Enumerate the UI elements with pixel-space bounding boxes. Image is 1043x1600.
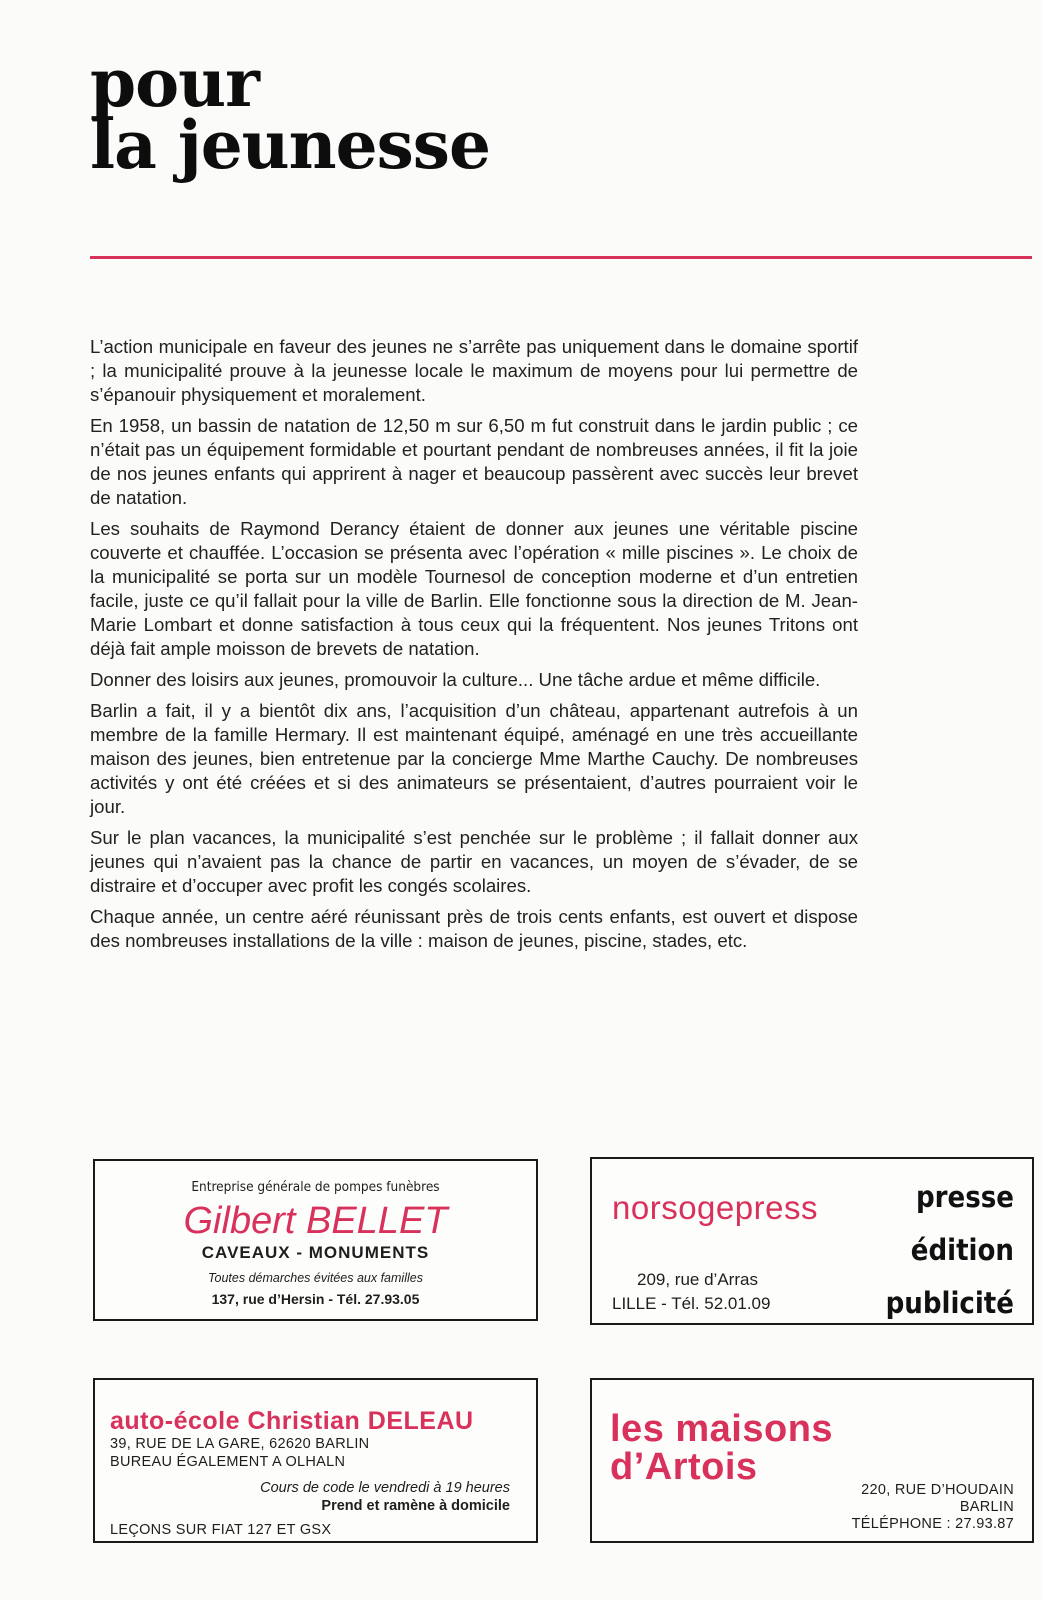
ad-address: 137, rue d’Hersin - Tél. 27.93.05 [211,1291,420,1307]
ad-street: 209, rue d’Arras [637,1270,758,1289]
paragraph: Les souhaits de Raymond Derancy étaient de donner aux jeunes une véritable piscine couverte et chauffée. L’occasion se présenta avec l’opération « mille piscines ». Le choix de la municipalité se porta sur un modèle Tournesol de conception moderne et d’un entretien facile, juste ce qu’il fallait pour la ville de Barlin. Elle fonctionne sous la direction de M. Jean-Marie Lombart et donne satisfaction à tous ceux qui la fréquentent. Nos jeunes Tritons ont déjà fait ample moisson de brevets de natation. [90,518,858,659]
ad-pickup: Prend et ramène à domicile [321,1498,510,1514]
ad-company-name: norsogepress [612,1189,818,1226]
ad-city: BARLIN [959,1499,1014,1515]
ad-services [886,1171,1014,1330]
ad-company-name [610,1410,833,1486]
paragraph: L’action municipale en faveur des jeunes ne s’arrête pas uniquement dans le domaine sportif ; la municipalité prouve à la jeunesse locale le maximum de moyens pour lui permettre de s’épanouir physiquement et moralement. [90,336,858,405]
ad-subtitle: CAVEAUX - MONUMENTS [201,1243,430,1262]
ad-company-name: auto-école Christian DELEAU [110,1407,474,1435]
ad-lessons: LEÇONS SUR FIAT 127 ET GSX [110,1522,332,1538]
paragraph: Sur le plan vacances, la municipalité s’est penchée sur le problème ; il fallait donner aux jeunes qui n’avaient pas la chance de partir en vacances, un moyen de s’évader, de se distraire et d’occuper avec profit les congés scolaires. [90,827,858,896]
ad-address: 39, RUE DE LA GARE, 62620 BARLIN [110,1436,370,1452]
title-line-2: la jeunesse [90,106,490,184]
ad-street: 220, RUE D’HOUDAIN [861,1482,1014,1498]
paragraph: Donner des loisirs aux jeunes, promouvoir la culture... Une tâche ardue et même difficile. [90,669,821,690]
ad-name-line-1: les maisons [610,1408,834,1450]
paragraph: En 1958, un bassin de natation de 12,50 m sur 6,50 m fut construit dans le jardin public ; ce n’était pas un équipement formidable et pourtant pendant de nombreuses années, il fit la joie de nos jeunes enfants qui apprirent à nager et beaucoup passèrent avec succès leur brevet de natation. [90,415,858,508]
ad-gilbert-bellet [93,1159,538,1321]
page-title [90,44,490,184]
paragraph: Barlin a fait, il y a bientôt dix ans, l’acquisition d’un château, appartenant autrefois à un membre de la famille Hermary. Il est maintenant équipé, aménagé en une très accueillante maison des jeunes, bien entretenue par la concierge Mme Marthe Cauchy. De nombreuses activités y ont été créées et si des animateurs se présentaient, d’autres pourraient voir le jour. [90,700,858,817]
ad-kicker: Entreprise générale de pompes funèbres [191,1179,440,1195]
ad-company-name: Gilbert BELLET [183,1200,448,1242]
ad-auto-ecole-deleau [93,1378,538,1543]
ad-phone: TÉLÉPHONE : 27.93.87 [851,1516,1014,1532]
ad-city-phone: LILLE - Tél. 52.01.09 [612,1294,771,1313]
ad-maisons-artois [590,1378,1034,1543]
article-body [90,335,858,960]
title-line-1: pour [90,44,259,122]
paragraph: Chaque année, un centre aéré réunissant près de trois cents enfants, est ouvert et dispose des nombreuses installations de la ville : maison de jeunes, piscine, stades, etc. [90,906,858,951]
title-divider [90,256,1032,259]
ad-service-edition: édition [910,1233,1014,1267]
ad-service-publicite: publicité [885,1286,1014,1320]
ad-tagline: Toutes démarches évitées aux familles [208,1271,423,1285]
ad-name-line-2: d’Artois [610,1446,758,1488]
ad-office: BUREAU ÉGALEMENT A OLHALN [110,1454,346,1470]
ad-schedule: Cours de code le vendredi à 19 heures [260,1480,510,1496]
ad-service-presse: presse [915,1180,1014,1214]
ad-address [852,1482,1014,1533]
ad-norsogepress [590,1157,1034,1325]
